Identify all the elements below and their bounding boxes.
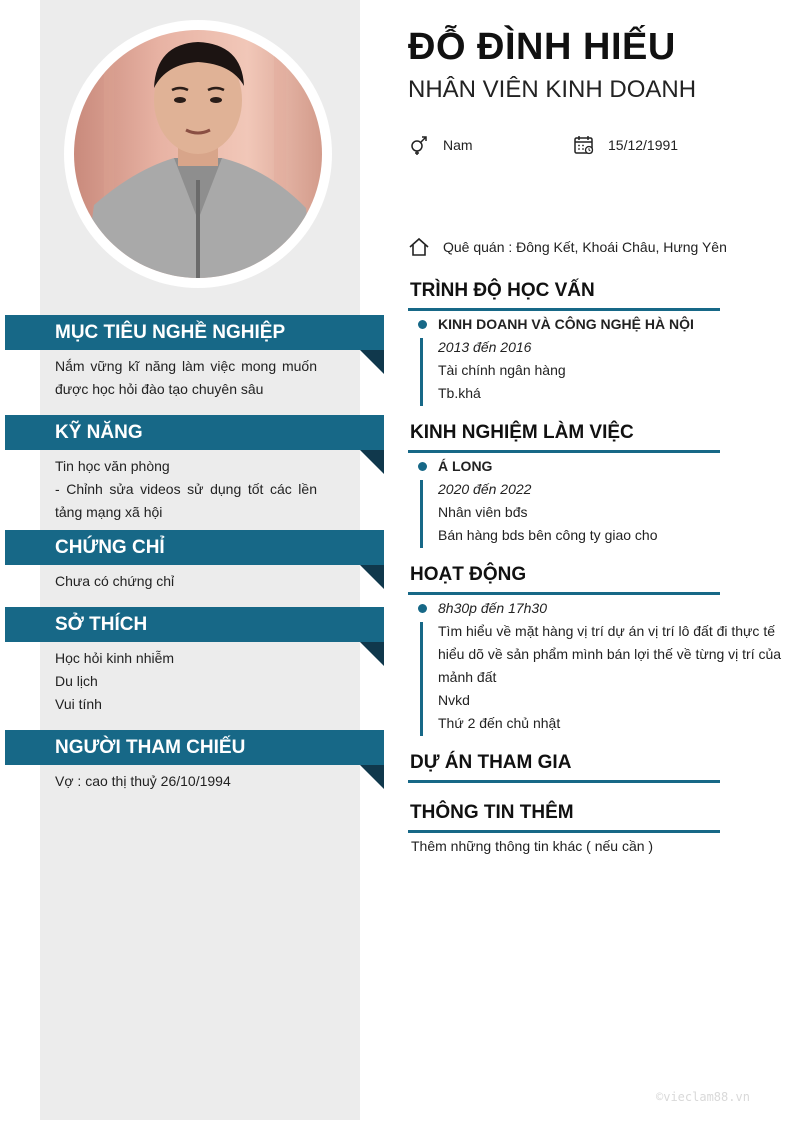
more-info-text: Thêm những thông tin khác ( nếu cần )	[411, 838, 654, 854]
certificate-item: Chưa có chứng chỉ	[55, 573, 175, 589]
more-info-section-header	[410, 802, 720, 824]
gender-value: Nam	[443, 137, 473, 153]
experience-dates: 2020 đến 2022	[438, 481, 532, 497]
timeline-dot	[418, 462, 427, 471]
experience-position: Nhân viên bđs	[438, 504, 528, 520]
section-fold-decoration	[360, 642, 384, 666]
objective-title: MỤC TIÊU NGHỀ NGHIỆP	[55, 322, 286, 343]
hobbies-title: SỞ THÍCH	[55, 614, 148, 635]
more-info-title: THÔNG TIN THÊM	[410, 802, 574, 823]
hobby-item: Vui tính	[55, 696, 102, 712]
projects-section-header	[410, 752, 720, 774]
education-title: TRÌNH ĐỘ HỌC VẤN	[410, 280, 595, 301]
activities-role: Nvkd	[438, 692, 470, 708]
references-body	[55, 770, 317, 793]
education-section-header	[410, 280, 720, 302]
hobby-item: Học hỏi kinh nhiễm	[55, 650, 175, 666]
activities-section-header	[410, 564, 720, 586]
watermark: ©vieclam88.vn	[656, 1090, 750, 1104]
objective-body	[55, 355, 317, 401]
candidate-name: ĐỖ ĐÌNH HIẾU	[408, 26, 676, 68]
education-dates: 2013 đến 2016	[438, 339, 532, 355]
references-section-header	[5, 730, 384, 765]
skills-body	[55, 455, 317, 524]
timeline-line	[420, 338, 423, 406]
projects-title: DỰ ÁN THAM GIA	[410, 752, 572, 773]
hometown-value: Quê quán : Đông Kết, Khoái Châu, Hưng Yên	[443, 239, 727, 255]
skills-section-header	[5, 415, 384, 450]
experience-entry	[438, 455, 783, 547]
section-underline	[408, 780, 720, 783]
hobby-item: Du lịch	[55, 673, 98, 689]
section-underline	[408, 308, 720, 311]
skills-title: KỸ NĂNG	[55, 422, 143, 443]
activities-time: 8h30p đến 17h30	[438, 600, 547, 616]
company-name: Á LONG	[438, 458, 493, 474]
timeline-dot	[418, 320, 427, 329]
experience-description: Bán hàng bds bên công ty giao cho	[438, 527, 658, 543]
avatar-photo	[74, 30, 322, 278]
activities-title: HOẠT ĐỘNG	[410, 564, 527, 585]
education-entry	[438, 313, 783, 405]
education-major: Tài chính ngân hàng	[438, 362, 566, 378]
section-underline	[408, 592, 720, 595]
home-icon	[408, 236, 430, 258]
birthdate-value: 15/12/1991	[608, 137, 679, 153]
activities-description: Tìm hiểu về mặt hàng vị trí dự án vị trí lô đất đi thực tế hiểu dõ về sản phẩm mình bán lợi thế về từng vị trí của mảnh đất	[438, 623, 782, 685]
activities-schedule: Thứ 2 đến chủ nhật	[438, 715, 561, 731]
gender-icon	[408, 134, 430, 156]
calendar-icon	[573, 134, 595, 156]
section-underline	[408, 450, 720, 453]
hobbies-body	[55, 647, 317, 716]
hobbies-section-header	[5, 607, 384, 642]
section-underline	[408, 830, 720, 833]
section-fold-decoration	[360, 350, 384, 374]
timeline-dot	[418, 604, 427, 613]
reference-item: Vợ : cao thị thuỷ 26/10/1994	[55, 773, 231, 789]
section-fold-decoration	[360, 765, 384, 789]
timeline-line	[420, 480, 423, 548]
objective-section-header	[5, 315, 384, 350]
references-title: NGƯỜI THAM CHIẾU	[55, 737, 246, 758]
section-fold-decoration	[360, 450, 384, 474]
job-title: NHÂN VIÊN KINH DOANH	[408, 76, 697, 103]
timeline-line	[420, 622, 423, 736]
avatar-frame	[64, 20, 332, 288]
activities-entry	[438, 597, 783, 735]
experience-title: KINH NGHIỆM LÀM VIỆC	[410, 422, 634, 443]
avatar	[74, 30, 322, 278]
certificates-section-header	[5, 530, 384, 565]
school-name: KINH DOANH VÀ CÔNG NGHỆ HÀ NỘI	[438, 316, 694, 332]
section-fold-decoration	[360, 565, 384, 589]
experience-section-header	[410, 422, 720, 444]
certificates-body	[55, 570, 317, 593]
skill-item: - Chỉnh sửa videos sử dụng tốt các lền tảng mạng xã hội	[55, 481, 317, 520]
objective-text: Nắm vững kĩ năng làm việc mong muốn được học hỏi đào tạo chuyên sâu	[55, 358, 317, 397]
skill-item: Tin học văn phòng	[55, 458, 170, 474]
education-grade: Tb.khá	[438, 385, 481, 401]
certificates-title: CHỨNG CHỈ	[55, 537, 165, 558]
